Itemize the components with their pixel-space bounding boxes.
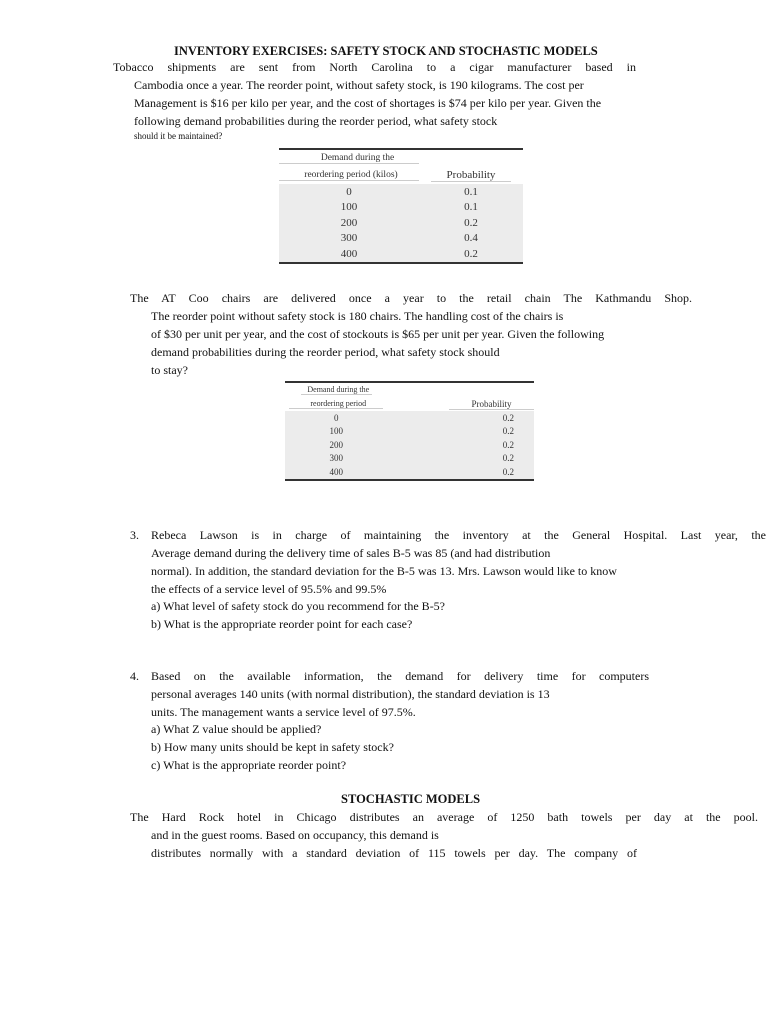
probability-cell: 0.1 [464,185,478,198]
ex3-line-1: Rebeca Lawson is in charge of maintaining the inventory at the General Hospital. Last year, the [151,528,766,542]
ex2-header-demand-2: reordering period [289,399,383,409]
table-row [285,411,534,425]
table-row [285,465,534,480]
demand-cell: 300 [329,453,344,464]
table-row [285,452,534,466]
probability-cell: 0.1 [464,201,478,214]
probability-cell: 0.2 [502,412,514,423]
ex2-line-1: The AT Coo chairs are delivered once a year to the retail chain The Kathmandu Shop. [130,291,692,305]
ex2-line-5: to stay? [151,363,188,377]
ex1-line-3: Management is $16 per kilo per year, and the cost of shortages is $74 per kilo per year. Given the [134,96,602,110]
ex4-line-4: a) What Z value should be applied? [151,722,322,736]
probability-cell: 0.2 [464,216,478,229]
table-row [279,231,523,247]
stochastic-line-1: The Hard Rock hotel in Chicago distributes an average of 1250 bath towels per day at the pool. [130,810,758,824]
probability-cell: 0.2 [502,439,514,450]
page-title: INVENTORY EXERCISES: SAFETY STOCK AND STOCHASTIC MODELS [174,44,598,58]
ex3-line-4: the effects of a service level of 95.5% and 99.5% [151,582,387,596]
table-row [279,246,523,263]
ex1-probability-table [279,148,523,264]
probability-cell: 0.2 [502,426,514,437]
table-row [285,425,534,439]
ex3-number: 3. [130,528,139,542]
ex4-line-6: c) What is the appropriate reorder point? [151,758,347,772]
ex2-probability-table [285,381,534,481]
demand-cell: 100 [340,201,358,214]
probability-cell: 0.2 [464,247,478,260]
ex4-line-1: Based on the available information, the demand for delivery time for computers [151,669,649,683]
ex4-number: 4. [130,669,139,683]
ex1-tail: should it be maintained? [134,131,223,141]
ex1-header-demand-2: reordering period (kilos) [279,170,419,181]
demand-cell: 0 [346,185,352,198]
stochastic-line-3: distributes normally with a standard deviation of 115 towels per day. The company of [151,846,637,860]
demand-cell: 400 [340,247,358,260]
table-row [285,438,534,452]
ex1-line-4: following demand probabilities during the reorder period, what safety stock [134,114,498,128]
table-row [279,215,523,231]
ex2-header-demand-1: Demand during the [301,385,372,395]
demand-cell: 200 [340,216,358,229]
ex4-line-5: b) How many units should be kept in safety stock? [151,740,394,754]
ex3-line-5: a) What level of safety stock do you recommend for the B-5? [151,599,446,613]
probability-cell: 0.4 [464,232,478,245]
table-row [279,184,523,200]
section-heading: STOCHASTIC MODELS [341,792,481,806]
ex4-line-2: personal averages 140 units (with normal distribution), the standard deviation is 13 [151,687,550,701]
demand-cell: 300 [340,232,358,245]
ex3-line-3: normal). In addition, the standard deviation for the B-5 was 13. Mrs. Lawson would like to know [151,564,617,578]
demand-cell: 400 [329,466,344,477]
ex1-header-demand-1: Demand during the [279,153,419,164]
demand-cell: 100 [329,426,344,437]
ex1-line-1: Tobacco shipments are sent from North Carolina to a cigar manufacturer based in [113,60,636,74]
demand-cell: 200 [329,439,344,450]
ex1-line-2: Cambodia once a year. The reorder point, without safety stock, is 190 kilograms. The cost per [134,78,584,92]
ex1-header-probability: Probability [431,169,511,182]
probability-cell: 0.2 [502,466,514,477]
ex3-line-2: Average demand during the delivery time of sales B-5 was 85 (and had distribution [151,546,551,560]
ex2-line-3: of $30 per unit per year, and the cost of stockouts is $65 per unit per year. Given the following [151,327,605,341]
demand-cell: 0 [334,412,339,423]
ex2-line-2: The reorder point without safety stock is 180 chairs. The handling cost of the chairs is [151,309,564,323]
ex4-line-3: units. The management wants a service level of 97.5%. [151,705,416,719]
ex2-header-probability: Probability [449,399,534,410]
table-row [279,200,523,216]
ex3-line-6: b) What is the appropriate reorder point for each case? [151,617,413,631]
ex2-line-4: demand probabilities during the reorder period, what safety stock should [151,345,500,359]
probability-cell: 0.2 [502,453,514,464]
stochastic-line-2: and in the guest rooms. Based on occupancy, this demand is [151,828,439,842]
